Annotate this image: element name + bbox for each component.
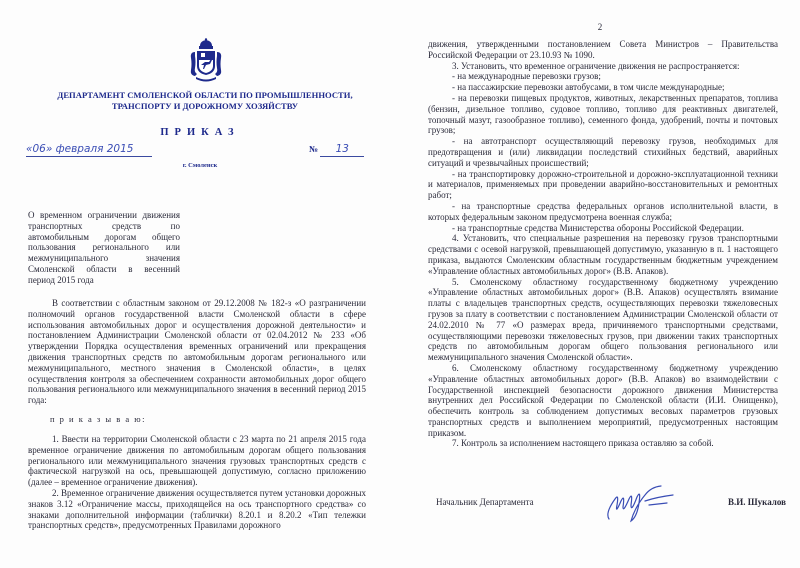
- clause-3-item: - на автотранспорт осуществляющий перевозку грузов, необходимых для предотвращения и (или) ликвидации последствий стихийных бедствий, аварийных ситуаций и чрезвычайных происшествий;: [428, 136, 778, 168]
- order-number-field: [309, 143, 365, 157]
- clause-3-item: - на международные перевозки грузов;: [452, 71, 601, 82]
- clause-2: 2. Временное ограничение движения осуществляется путем установки дорожных знаков 3.12 «Ограничение массы, приходящейся на ось транспортного средства» со знаками дополнительной информации (таблички) 8.20.1 и 8.20.2 «Тип тележки транспортных средств», предусмотренных Правилами дорожного: [28, 487, 366, 531]
- department-line-1: ДЕПАРТАМЕНТ СМОЛЕНСКОЙ ОБЛАСТИ ПО ПРОМЫШЛЕННОСТИ,: [57, 90, 353, 100]
- number-label: №: [309, 144, 319, 154]
- preamble: В соответствии с областным законом от 29.12.2008 № 182-з «О разграничении полномочий органов государственной власти Смоленской области в сфере использования автомобильных дорог и осуществления дорожной деятельности» и постановлением Администрации Смоленской области от 02.04.2012 № 233 «Об утверждении Порядка осуществления временных ограничений или прекращения движения транспортных средств по автомобильным дорогам регионального или межмуниципального, местного значения в Смоленской области», в целях осуществления контроля за обеспечением сохранности автомобильных дорог общего пользования регионального или межмуниципального значения в весенний период 2015 года:: [28, 298, 366, 406]
- page-2: [400, 0, 800, 568]
- clause-7: 7. Контроль за исполнением настоящего приказа оставляю за собой.: [452, 438, 714, 449]
- city: г. Смоленск: [182, 162, 218, 169]
- clause-3-item: - на транспортировку дорожно-строительной и дорожно-эксплуатационной техники и материалов, применяемых при проведении аварийно-восстановительных и ремонтных работ;: [428, 168, 778, 201]
- smolensk-coat-of-arms-icon: [186, 38, 226, 82]
- clauses-left: [28, 434, 366, 531]
- department-line-2: ТРАНСПОРТУ И ДОРОЖНОМУ ХОЗЯЙСТВУ: [111, 101, 299, 111]
- handwritten-date: «06» февраля 2015: [26, 143, 152, 157]
- page-2-body: [428, 39, 778, 449]
- clause-3-item: - на перевозки пищевых продуктов, животных, лекарственных препаратов, топлива (бензин, дизельное топливо, судовое топливо, топливо для реактивных двигателей, топочный мазут, газообразное топливо), семенного фонда, удобрений, почты и почтовых грузов;: [428, 92, 778, 136]
- clause-6: 6. Смоленскому областному государственному бюджетному учреждению «Управление областных автомобильных дорог» (В.В. Апаков) во взаимодействии с Государственной инспекцией безопасности дорожного движения Министерства внутренних дел Российской Федерации по Смоленской области (И.И. Онищенко), обеспечить контроль за соблюдением допустимых весовых параметров грузовых транспортных средств и выполнением мероприятий, предусмотренных настоящим приказом.: [428, 362, 778, 438]
- signatory-name: В.И. Шукалов: [728, 497, 786, 507]
- clause-2-continuation: движения, утвержденными постановлением Совета Министров – Правительства Российской Федерации от 23.10.93 № 1090.: [428, 39, 778, 60]
- clause-3-item: - на транспортные средства федеральных органов исполнительной власти, в которых федеральным законом предусмотрена военная служба;: [428, 200, 778, 222]
- document-type-title: ПРИКАЗ: [160, 127, 240, 138]
- clause-1: 1. Ввести на территории Смоленской области с 23 марта по 21 апреля 2015 года временное ограничение движения по автомобильным дорогам общего пользования регионального или межмуниципального значения грузовых транспортных средств с фактической нагрузкой на ось, превышающей допустимую, согласно приложению (далее – временное ограничение движения).: [28, 434, 366, 488]
- clause-3-intro: 3. Установить, что временное ограничение движения не распространяется:: [452, 60, 740, 71]
- signatory-title: Начальник Департамента: [436, 497, 534, 507]
- department-name: [50, 90, 360, 112]
- clause-3-item: - на пассажирские перевозки автобусами, в том числе международные;: [452, 82, 725, 93]
- signature-block: [436, 497, 786, 537]
- clause-5: 5. Смоленскому областному государственному бюджетному учреждению «Управление областных автомобильных дорог» (В.В. Апаков) осуществлять взимание платы с владельцев транспортных средств, осуществляющих перевозки тяжеловесных грузов за плату в соответствии с постановлением Администрации Смоленской области от 24.02.2010 № 77 «О размерах вреда, причиняемого транспортными средствами, осуществляющими перевозки тяжеловесных грузов, при движении таких транспортных средств по автомобильным дорогам общего пользования регионального или межмуниципального значения Смоленской области».: [428, 276, 778, 363]
- handwritten-order-number: 13: [320, 143, 364, 157]
- order-subject: О временном ограничении движения транспортных средств по автомобильным дорогам общего пользования регионального или межмуниципального значения Смоленской области в весенний период 2015 года: [28, 210, 180, 285]
- orders-word: п р и к а з ы в а ю:: [50, 414, 146, 424]
- clause-3-item: - на транспортные средства Министерства обороны Российской Федерации.: [452, 222, 744, 233]
- page-number: 2: [597, 22, 603, 32]
- clause-4: 4. Установить, что специальные разрешения на перевозку грузов транспортными средствами с осевой нагрузкой, превышающей допустимую, указанную в п. 1 настоящего приказа, выдаются Смоленским областным государственным бюджетным учреждением «Управление областных автомобильных дорог» (В.В. Апаков).: [428, 233, 778, 276]
- handwritten-signature-icon: [601, 483, 676, 523]
